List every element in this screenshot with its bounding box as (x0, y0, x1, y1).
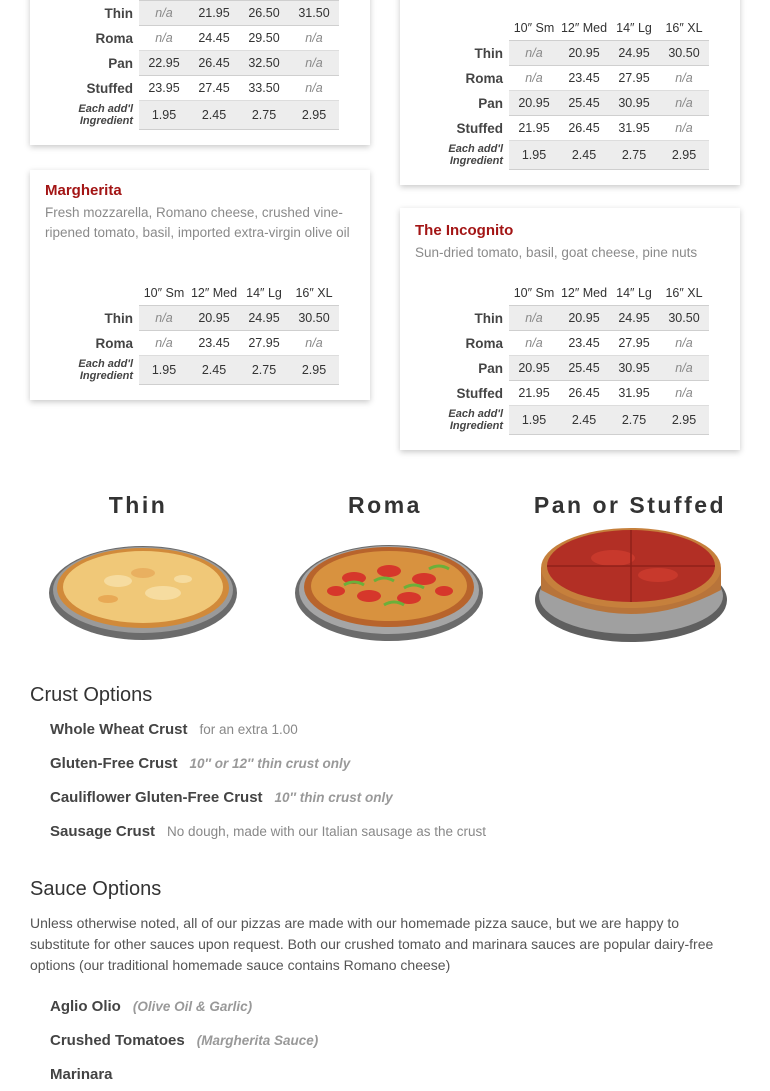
crust-option-gluten-free (50, 755, 350, 773)
sauce-option-crushed-tomatoes (50, 1032, 318, 1050)
price-cell: 2.95 (659, 406, 709, 435)
sauce-options-heading: Sauce Options (30, 878, 162, 900)
price-cell: 31.95 (609, 116, 659, 141)
option-note: (Olive Oil & Garlic) (132, 999, 253, 1014)
price-cell: 32.50 (239, 51, 289, 76)
price-row-extra-ingredient (420, 141, 709, 170)
row-label-line1: Each add'l (448, 408, 503, 420)
price-cell: 21.95 (509, 381, 559, 406)
crust-style-title-roma: Roma (348, 492, 422, 518)
row-label-line1: Each add'l (78, 103, 133, 115)
price-cell: n/a (139, 331, 189, 356)
price-cell: n/a (659, 381, 709, 406)
price-row-thin (420, 306, 709, 331)
price-cell: n/a (509, 306, 559, 331)
size-header-row (420, 281, 709, 306)
price-cell: n/a (289, 26, 339, 51)
row-label-line2: Ingredient (449, 420, 503, 432)
price-row-thin (50, 306, 339, 331)
size-header: 10″ Sm (513, 286, 555, 300)
pizza-description: Sun-dried tomato, basil, goat cheese, pine nuts (415, 245, 698, 260)
price-cell: n/a (289, 76, 339, 101)
size-header: 16″ XL (665, 21, 703, 35)
price-cell: 2.75 (239, 356, 289, 385)
row-label: Roma (465, 335, 503, 351)
row-label (50, 356, 139, 385)
price-row-thin (50, 1, 339, 26)
price-cell: 21.95 (509, 116, 559, 141)
crust-option-whole-wheat (50, 721, 298, 739)
price-cell: 2.75 (609, 141, 659, 170)
crust-option-cauliflower (50, 789, 393, 807)
sauce-options-intro: Unless otherwise noted, all of our pizzas are made with our homemade pizza sauce, but we are happy to substitute for other sauces upon request. Both our crushed tomato and marinara sauces are popular dairy-free options (our traditional homemade sauce contains Romano cheese) (30, 915, 714, 973)
menu-card-margherita (30, 170, 370, 400)
option-name: Marinara (50, 1066, 113, 1083)
price-table (420, 281, 709, 435)
option-name: Crushed Tomatoes (50, 1032, 185, 1049)
price-cell: 1.95 (139, 356, 189, 385)
row-label-line2: Ingredient (79, 115, 133, 127)
price-cell: 27.45 (189, 76, 239, 101)
price-row-thin (420, 41, 709, 66)
row-label: Stuffed (456, 385, 503, 401)
row-label: Roma (465, 70, 503, 86)
price-cell: n/a (509, 331, 559, 356)
price-cell: 31.95 (609, 381, 659, 406)
price-cell: 30.50 (659, 41, 709, 66)
row-label (420, 141, 509, 170)
row-label: Thin (104, 310, 133, 326)
price-cell: 2.95 (659, 141, 709, 170)
option-name: Aglio Olio (50, 998, 121, 1015)
price-cell: 26.45 (189, 51, 239, 76)
price-cell: 21.95 (189, 1, 239, 26)
price-cell: 2.45 (189, 356, 239, 385)
price-row-extra-ingredient (50, 356, 339, 385)
crust-style-title-thin: Thin (108, 492, 168, 518)
row-label: Pan (478, 95, 503, 111)
price-cell: 23.95 (139, 76, 189, 101)
option-name: Gluten-Free Crust (50, 755, 178, 772)
price-cell: n/a (659, 116, 709, 141)
size-header-row (420, 16, 709, 41)
price-row-roma (50, 331, 339, 356)
size-header: 12″ Med (560, 21, 608, 35)
price-cell: 1.95 (509, 141, 559, 170)
option-name: Whole Wheat Crust (50, 721, 188, 738)
price-cell: 1.95 (509, 406, 559, 435)
price-cell: 23.45 (189, 331, 239, 356)
price-cell: 2.95 (289, 356, 339, 385)
size-header: 10″ Sm (513, 21, 555, 35)
price-table (50, 281, 339, 385)
size-header: 16″ XL (295, 286, 333, 300)
crust-style-title-pan-stuffed: Pan or Stuffed (533, 492, 727, 518)
menu-card-top-right (400, 0, 740, 185)
pizza-description: Fresh mozzarella, Romano cheese, crushed vine-ripened tomato, basil, imported extra-virgin olive oil (45, 205, 350, 240)
row-label-line1: Each add'l (78, 358, 133, 370)
price-cell: 31.50 (289, 1, 339, 26)
thin-crust-pizza-icon (48, 535, 238, 645)
option-note: 10″ or 12″ thin crust only (189, 756, 351, 771)
price-cell: 20.95 (509, 91, 559, 116)
price-cell: 26.50 (239, 1, 289, 26)
price-cell: n/a (289, 331, 339, 356)
price-cell: 2.75 (609, 406, 659, 435)
size-header: 12″ Med (190, 286, 238, 300)
price-row-pan (420, 356, 709, 381)
size-header: 12″ Med (560, 286, 608, 300)
price-cell: n/a (509, 66, 559, 91)
price-cell: 24.95 (609, 306, 659, 331)
price-cell: n/a (659, 91, 709, 116)
price-cell: n/a (139, 306, 189, 331)
price-cell: 2.45 (559, 406, 609, 435)
row-label: Thin (474, 310, 503, 326)
price-cell: n/a (659, 356, 709, 381)
price-cell: 23.45 (559, 66, 609, 91)
option-note: for an extra 1.00 (199, 722, 298, 737)
row-label: Pan (108, 55, 133, 71)
price-cell: 27.95 (609, 66, 659, 91)
price-cell: 1.95 (139, 101, 189, 130)
sauce-option-marinara (50, 1066, 125, 1084)
price-cell: 27.95 (609, 331, 659, 356)
price-row-pan (50, 51, 339, 76)
price-cell: 23.45 (559, 331, 609, 356)
price-cell: 25.45 (559, 356, 609, 381)
row-label: Stuffed (86, 80, 133, 96)
size-header: 10″ Sm (143, 286, 185, 300)
row-label: Stuffed (456, 120, 503, 136)
row-label: Roma (95, 30, 133, 46)
size-header: 14″ Lg (616, 21, 652, 35)
option-name: Cauliflower Gluten-Free Crust (50, 789, 263, 806)
option-name: Sausage Crust (50, 823, 156, 840)
price-cell: 20.95 (559, 41, 609, 66)
price-cell: 27.95 (239, 331, 289, 356)
size-header: 14″ Lg (246, 286, 282, 300)
price-cell: n/a (659, 66, 709, 91)
row-label-line1: Each add'l (448, 143, 503, 155)
price-cell: n/a (139, 1, 189, 26)
price-cell: 25.45 (559, 91, 609, 116)
crust-options-heading: Crust Options (30, 684, 153, 706)
size-header: 16″ XL (665, 286, 703, 300)
row-label (50, 101, 139, 130)
price-table (420, 16, 709, 170)
row-label: Pan (478, 360, 503, 376)
price-cell: n/a (509, 41, 559, 66)
price-cell: n/a (139, 26, 189, 51)
price-cell: 20.95 (189, 306, 239, 331)
price-row-roma (420, 331, 709, 356)
row-label (420, 406, 509, 435)
price-cell: n/a (289, 51, 339, 76)
row-label: Thin (104, 5, 133, 21)
price-cell: 24.95 (239, 306, 289, 331)
price-cell: 26.45 (559, 116, 609, 141)
price-row-extra-ingredient (420, 406, 709, 435)
row-label-line2: Ingredient (449, 155, 503, 167)
row-label: Roma (95, 335, 133, 351)
price-row-pan (420, 91, 709, 116)
size-header-row (50, 281, 339, 306)
price-row-stuffed (50, 76, 339, 101)
price-cell: 29.50 (239, 26, 289, 51)
crust-option-sausage (50, 823, 486, 841)
price-row-roma (50, 26, 339, 51)
price-row-stuffed (420, 381, 709, 406)
size-header: 14″ Lg (616, 286, 652, 300)
price-cell: 22.95 (139, 51, 189, 76)
roma-pizza-icon (294, 533, 484, 645)
price-cell: 30.95 (609, 91, 659, 116)
option-note: (Margherita Sauce) (196, 1033, 319, 1048)
price-cell: 2.95 (289, 101, 339, 130)
price-cell: 26.45 (559, 381, 609, 406)
price-row-stuffed (420, 116, 709, 141)
price-table (50, 0, 339, 130)
price-cell: 30.50 (289, 306, 339, 331)
row-label-line2: Ingredient (79, 370, 133, 382)
price-cell: 20.95 (559, 306, 609, 331)
price-row-extra-ingredient (50, 101, 339, 130)
price-cell: 30.95 (609, 356, 659, 381)
price-cell: 24.45 (189, 26, 239, 51)
price-cell: 2.45 (189, 101, 239, 130)
pizza-title: The Incognito (415, 222, 514, 239)
price-cell: 2.45 (559, 141, 609, 170)
deep-dish-pizza-icon (533, 520, 729, 645)
option-note: 10″ thin crust only (274, 790, 393, 805)
price-cell: 33.50 (239, 76, 289, 101)
price-cell: 24.95 (609, 41, 659, 66)
price-cell: 20.95 (509, 356, 559, 381)
pizza-title: Margherita (45, 182, 122, 199)
price-cell: n/a (659, 331, 709, 356)
price-cell: 2.75 (239, 101, 289, 130)
option-note: No dough, made with our Italian sausage as the crust (167, 824, 486, 839)
menu-card-incognito (400, 208, 740, 450)
menu-card-top-left (30, 0, 370, 145)
row-label: Thin (474, 45, 503, 61)
price-row-roma (420, 66, 709, 91)
sauce-option-aglio-olio (50, 998, 252, 1016)
price-cell: 30.50 (659, 306, 709, 331)
